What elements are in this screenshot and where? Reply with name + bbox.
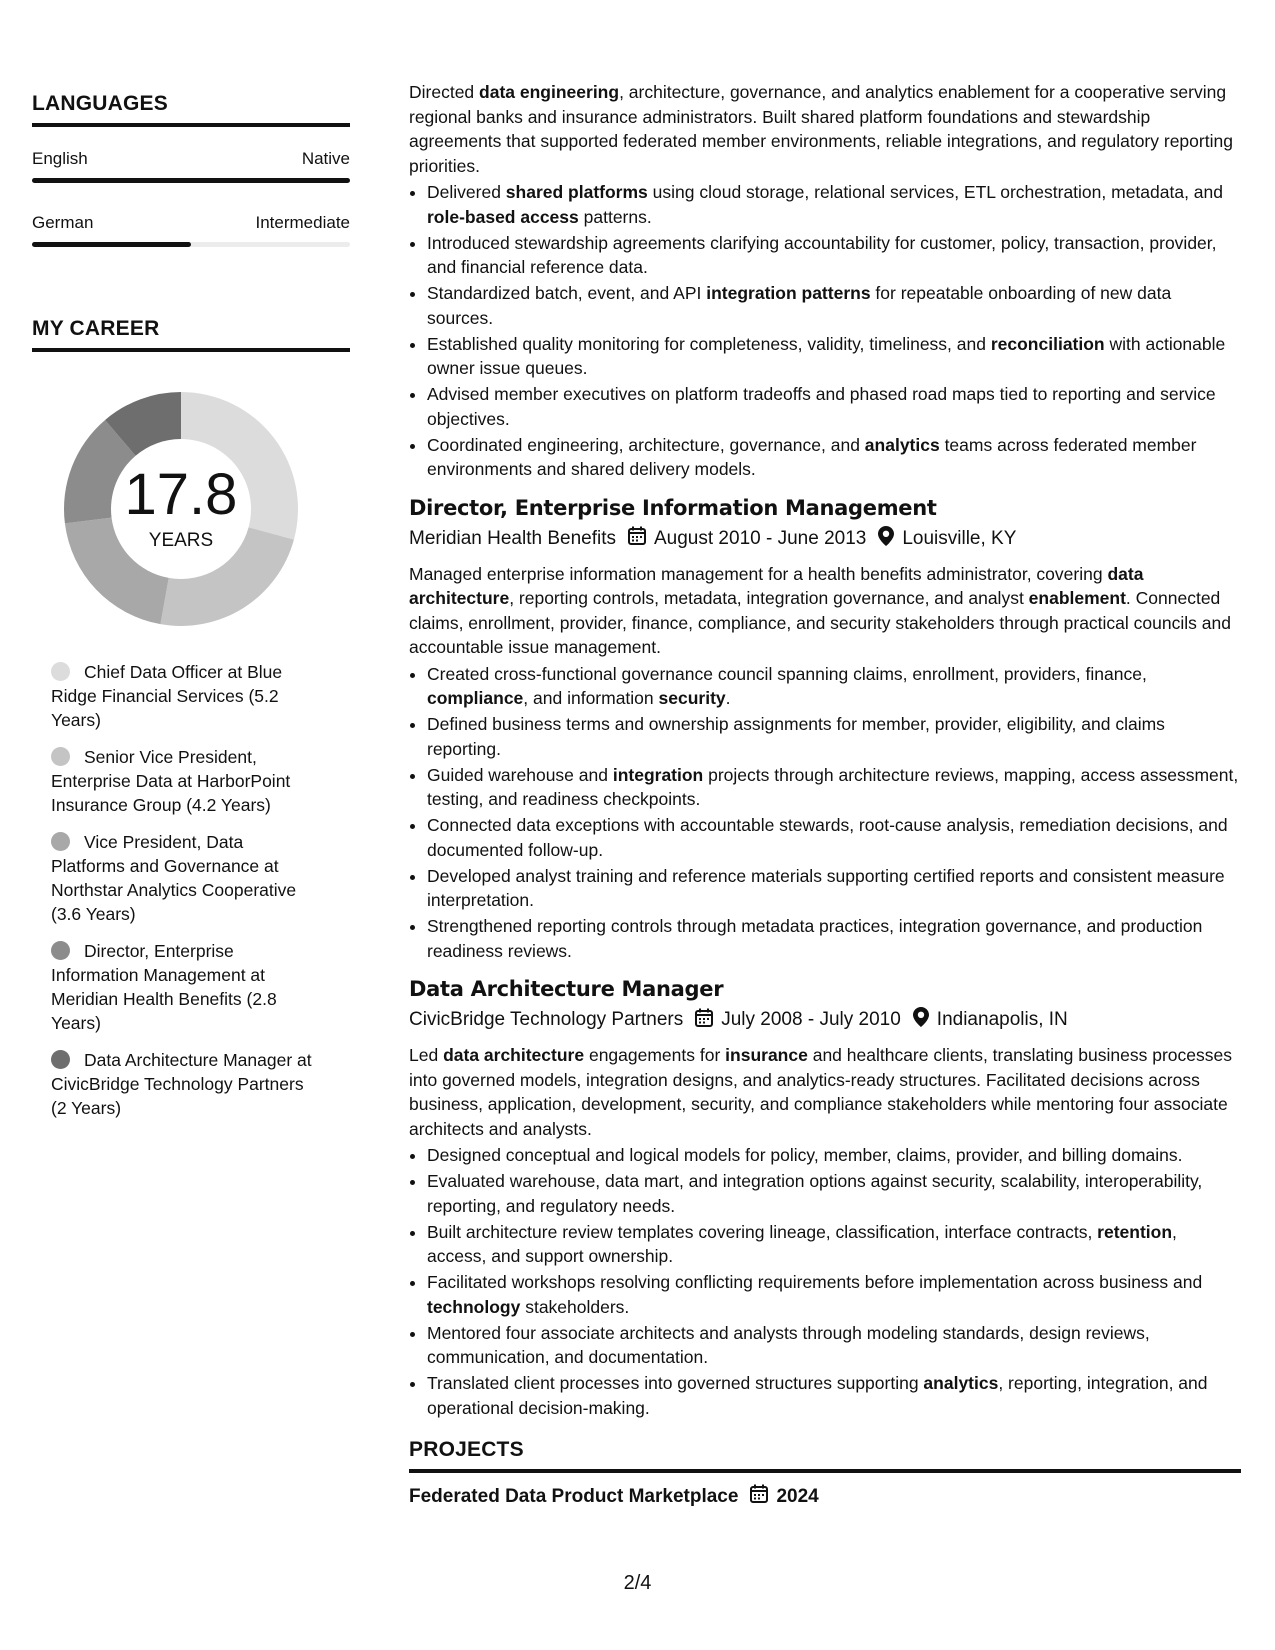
- career-heading: MY CAREER: [32, 317, 350, 352]
- projects-heading: PROJECTS: [409, 1438, 1241, 1473]
- bullet-item: • Delivered shared platforms using cloud storage, relational services, ETL orchestration, metadata, and role-based access patterns.: [427, 180, 1241, 229]
- career-legend-item: [51, 660, 321, 732]
- career-donut-chart: [56, 384, 306, 634]
- bullet-item: • Translated client processes into governed structures supporting analytics, reporting, integration, and operational decision-making.: [427, 1371, 1241, 1420]
- legend-dot: [51, 941, 70, 960]
- bullet-item: • Established quality monitoring for completeness, validity, timeliness, and reconciliation with actionable owner issue queues.: [427, 332, 1241, 381]
- career-total-years: 17.8: [124, 462, 238, 527]
- company-name: CivicBridge Technology Partners: [409, 1009, 684, 1030]
- language-name: English: [32, 149, 88, 168]
- language-level-bar: [32, 178, 350, 183]
- bullet-item: • Connected data exceptions with accountable stewards, root-cause analysis, remediation decisions, and documented follow-up.: [427, 813, 1241, 862]
- job-bullets: [409, 180, 1241, 482]
- career-legend-item: [51, 939, 321, 1035]
- career-legend-item: [51, 745, 321, 817]
- career-legend: [51, 660, 350, 1120]
- legend-dot: [51, 832, 70, 851]
- bullet-item: • Guided warehouse and integration projects through architecture reviews, mapping, access assessment, testing, and readiness checkpoints.: [427, 763, 1241, 812]
- language-english: [32, 149, 350, 183]
- legend-dot: [51, 747, 70, 766]
- page-number: 2/4: [623, 1572, 652, 1594]
- bullet-item: • Designed conceptual and logical models for policy, member, claims, provider, and billing domains.: [427, 1143, 1241, 1168]
- legend-label: Data Architecture Manager at CivicBridge Technology Partners (2 Years): [51, 1050, 312, 1118]
- job-summary: Managed enterprise information management for a health benefits administrator, covering data architecture, reporting controls, metadata, integration governance, and analyst enablement. Connected claims, enrollment, provider, finance, compliance, and security stakeholders through practical councils and accountable issue management.: [409, 563, 1231, 657]
- legend-dot: [51, 662, 70, 681]
- language-level-bar: [32, 242, 350, 247]
- project-name: Federated Data Product Marketplace: [409, 1485, 739, 1507]
- experience-entry: [409, 80, 1241, 482]
- calendar-icon: [695, 1008, 713, 1033]
- bullet-item: • Built architecture review templates covering lineage, classification, interface contracts, retention, access, and support ownership.: [427, 1220, 1241, 1269]
- language-german: [32, 213, 350, 247]
- career-legend-item: [51, 1048, 321, 1120]
- bullet-item: • Developed analyst training and reference materials supporting certified reports and consistent measure interpretation.: [427, 864, 1241, 913]
- job-summary: Led data architecture engagements for insurance and healthcare clients, translating business processes into governed models, integration designs, and analytics-ready structures. Facilitated decisions across business, application, development, security, and compliance stakeholders while mentoring four associate architects and analysts.: [409, 1045, 1232, 1139]
- bullet-item: • Mentored four associate architects and analysts through modeling standards, design reviews, communication, and documentation.: [427, 1321, 1241, 1370]
- legend-label: Senior Vice President, Enterprise Data at HarborPoint Insurance Group (4.2 Years): [51, 747, 291, 815]
- language-level: Native: [301, 149, 350, 168]
- job-dates: July 2008 - July 2010: [721, 1009, 901, 1030]
- bullet-item: • Evaluated warehouse, data mart, and integration options against security, scalability, interoperability, reporting, and regulatory needs.: [427, 1169, 1241, 1218]
- experience-entry: [409, 496, 1241, 964]
- job-location: Indianapolis, IN: [936, 1009, 1068, 1030]
- bullet-item: • Introduced stewardship agreements clarifying accountability for customer, policy, transaction, provider, and financial reference data.: [427, 231, 1241, 280]
- main-content: [409, 80, 1241, 1509]
- bullet-item: • Standardized batch, event, and API integration patterns for repeatable onboarding of new data sources.: [427, 281, 1241, 330]
- bullet-item: • Coordinated engineering, architecture, governance, and analytics teams across federated member environments and shared delivery models.: [427, 433, 1241, 482]
- career-legend-item: [51, 830, 321, 926]
- experience-entry: [409, 977, 1241, 1420]
- job-meta: [409, 526, 1241, 552]
- bullet-item: • Defined business terms and ownership assignments for member, provider, eligibility, and claims reporting.: [427, 712, 1241, 761]
- job-bullets: [409, 1143, 1241, 1420]
- calendar-icon: [750, 1484, 768, 1509]
- project-year: 2024: [776, 1485, 819, 1507]
- project-item: [409, 1484, 1241, 1509]
- bullet-item: • Advised member executives on platform tradeoffs and phased road maps tied to reporting and service objectives.: [427, 382, 1241, 431]
- language-name: German: [32, 213, 94, 232]
- legend-dot: [51, 1050, 70, 1069]
- company-name: Meridian Health Benefits: [409, 527, 616, 549]
- languages-heading: LANGUAGES: [32, 92, 350, 127]
- job-meta: [409, 1007, 1241, 1033]
- bullet-item: • Strengthened reporting controls through metadata practices, integration governance, and production readiness reviews.: [427, 914, 1241, 963]
- legend-label: Chief Data Officer at Blue Ridge Financial Services (5.2 Years): [51, 662, 283, 730]
- job-title: Director, Enterprise Information Management: [409, 495, 937, 520]
- sidebar: [32, 92, 350, 1133]
- bullet-item: • Created cross-functional governance council spanning claims, enrollment, providers, finance, compliance, and information security.: [427, 662, 1241, 711]
- job-location: Louisville, KY: [902, 527, 1017, 549]
- bullet-item: • Facilitated workshops resolving conflicting requirements before implementation across business and technology stakeholders.: [427, 1270, 1241, 1319]
- location-pin-icon: [878, 526, 894, 552]
- job-bullets: [409, 662, 1241, 964]
- job-title: Data Architecture Manager: [409, 977, 724, 1001]
- legend-label: Director, Enterprise Information Management at Meridian Health Benefits (2.8 Years): [51, 941, 277, 1033]
- calendar-icon: [628, 526, 646, 551]
- job-dates: August 2010 - June 2013: [654, 527, 867, 549]
- legend-label: Vice President, Data Platforms and Governance at Northstar Analytics Cooperative (3.6 Years): [51, 832, 297, 924]
- job-summary: Directed data engineering, architecture, governance, and analytics enablement for a cooperative serving regional banks and insurance administrators. Built shared platform foundations and stewardship agreements that supported federated member environments, reliable integrations, and regulatory reporting priorities.: [409, 82, 1233, 176]
- location-pin-icon: [913, 1007, 929, 1033]
- language-level: Intermediate: [255, 213, 350, 232]
- career-years-unit: YEARS: [148, 530, 214, 551]
